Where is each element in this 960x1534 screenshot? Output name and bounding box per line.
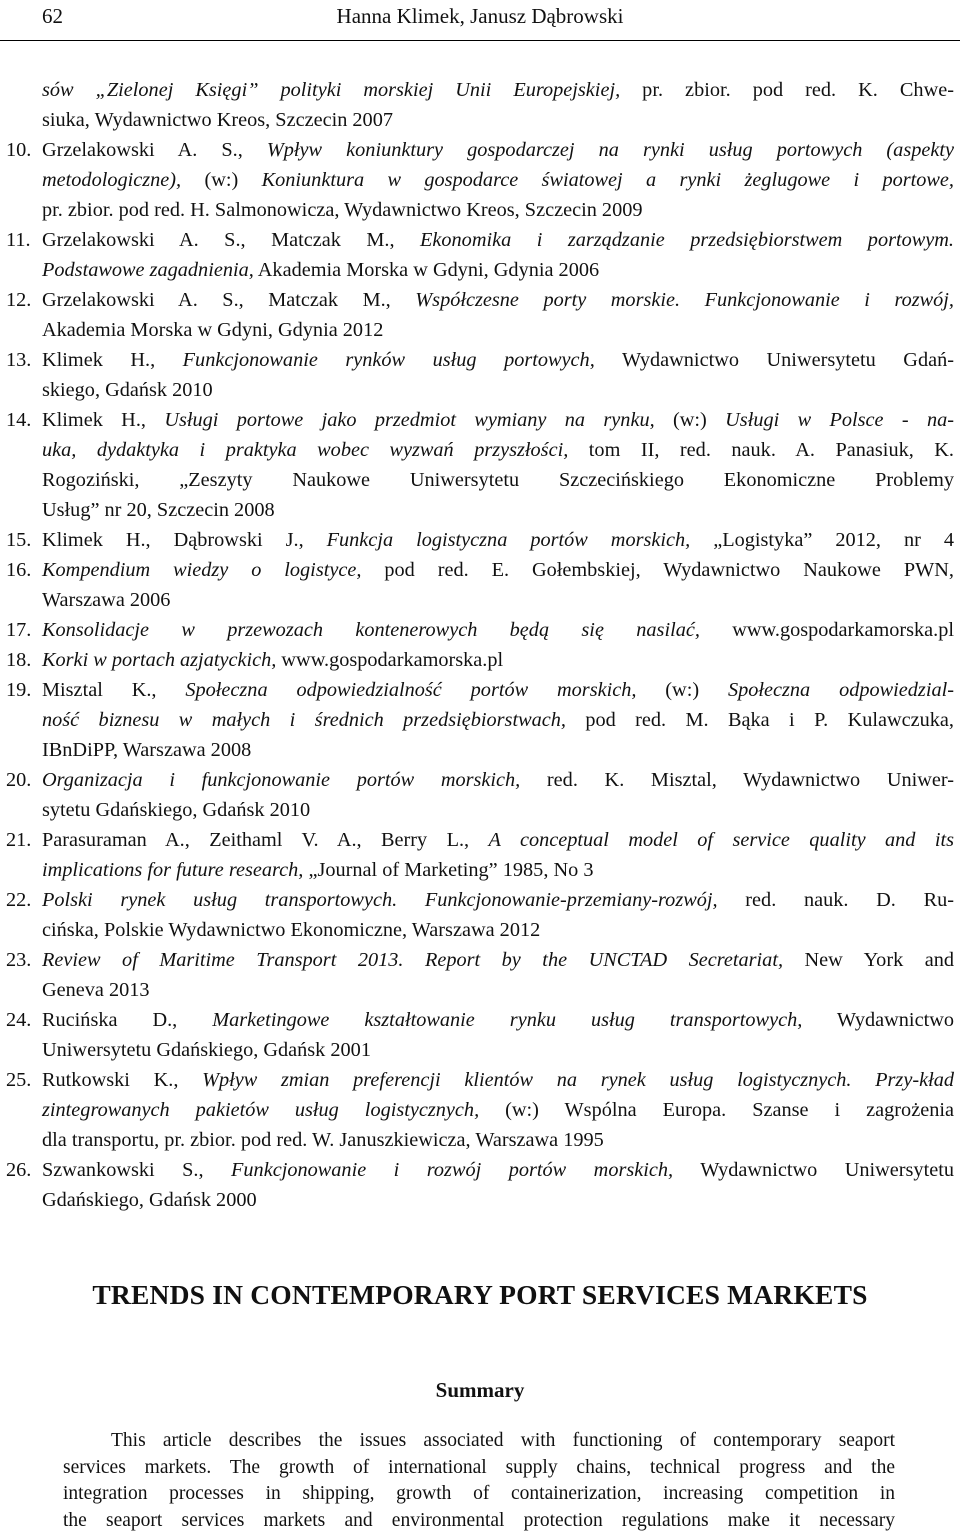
- reference-title-text: Ekonomika i zarządzanie przedsiębiorstwem portowym.: [420, 229, 954, 251]
- summary-heading: Summary: [435, 1378, 525, 1402]
- reference-title-text: Społeczna odpowiedzialność portów morskich,: [185, 679, 637, 701]
- reference-line: [42, 615, 954, 645]
- reference-title-text: Koniunktura w gospodarce światowej a rynki żeglugowe i portowe,: [261, 169, 954, 191]
- reference-line: [42, 555, 954, 585]
- reference-line: [42, 1155, 954, 1185]
- reference-line: [42, 1035, 954, 1065]
- reference-title-text: Funkcjonowanie rynków usług portowych,: [182, 349, 595, 371]
- reference-number: 13.: [6, 349, 32, 371]
- reference-text: www.gospodarkamorska.pl: [276, 649, 504, 671]
- running-head: Hanna Klimek, Janusz Dąbrowski: [336, 4, 624, 28]
- reference-text: (w:): [181, 169, 262, 191]
- reference-text: Gdańskiego, Gdańsk 2000: [42, 1189, 257, 1211]
- reference-text: Akademia Morska w Gdyni, Gdynia 2012: [42, 319, 384, 341]
- summary-line: This article describes the issues associated with functioning of contemporary seaport: [111, 1430, 895, 1451]
- reference-line: [42, 375, 954, 405]
- reference-line: [42, 1125, 954, 1155]
- reference-line: [42, 885, 954, 915]
- reference-title-text: Organizacja i funkcjonowanie portów morskich,: [42, 769, 521, 791]
- reference-title-text: Społeczna odpowiedzial-: [727, 679, 954, 701]
- reference-text: Rucińska D.,: [42, 1009, 213, 1031]
- reference-title-text: Współczesne porty morskie. Funkcjonowanie i rozwój,: [415, 289, 954, 311]
- reference-title-text: Funkcja logistyczna portów morskich,: [326, 529, 691, 551]
- reference-line: [42, 705, 954, 735]
- reference-text: tom II, red. nauk. A. Panasiuk, K.: [568, 439, 955, 461]
- reference-text: sytetu Gdańskiego, Gdańsk 2010: [42, 799, 311, 821]
- reference-number: 15.: [6, 529, 32, 551]
- reference-number: 10.: [6, 139, 32, 161]
- reference-line: [42, 645, 954, 675]
- reference-line: [42, 195, 954, 225]
- article-title: TRENDS IN CONTEMPORARY PORT SERVICES MARKETS: [92, 1279, 868, 1310]
- reference-number: 18.: [6, 649, 32, 671]
- reference-line: [42, 1185, 954, 1215]
- reference-line: [42, 795, 954, 825]
- reference-title-text: Konsolidacje w przewozach kontenerowych będą się nasilać,: [42, 619, 700, 641]
- reference-line: [42, 225, 954, 255]
- reference-text: Akademia Morska w Gdyni, Gdynia 2006: [253, 259, 600, 281]
- reference-line: [42, 1095, 954, 1125]
- reference-title-text: Wpływ zmian preferencji klientów na rynek usług logistycznych. Przy-kład: [202, 1069, 954, 1091]
- reference-text: pr. zbior. pod red. H. Salmonowicza, Wydawnictwo Kreos, Szczecin 2009: [42, 199, 643, 221]
- summary-line: services markets. The growth of international supply chains, technical progress and the: [63, 1456, 895, 1478]
- reference-title-text: Funkcjonowanie i rozwój portów morskich,: [231, 1159, 674, 1181]
- reference-text: dla transportu, pr. zbior. pod red. W. Januszkiewicza, Warszawa 1995: [42, 1129, 604, 1151]
- reference-text: red. K. Misztal, Wydawnictwo Uniwer-: [520, 769, 955, 791]
- reference-number: 26.: [6, 1159, 32, 1181]
- reference-text: pod red. E. Gołembskiej, Wydawnictwo Naukowe PWN,: [361, 559, 954, 581]
- summary-line: integration processes in shipping, growth of containerization, increasing competition in: [63, 1483, 895, 1504]
- reference-title-text: metodologiczne),: [42, 169, 182, 191]
- reference-text: Grzelakowski A. S., Matczak M.,: [42, 229, 421, 251]
- reference-text: New York and: [783, 949, 954, 971]
- page-number: 62: [42, 4, 63, 28]
- reference-line: [42, 75, 954, 105]
- reference-text: (w:): [654, 409, 726, 431]
- reference-text: (w:) Wspólna Europa. Szanse i zagrożenia: [479, 1099, 954, 1121]
- reference-text: Warszawa 2006: [42, 589, 171, 611]
- reference-title-text: Korki w portach azjatyckich,: [42, 649, 277, 671]
- reference-title-text: Usługi w Polsce - na-: [725, 409, 955, 431]
- reference-text: siuka, Wydawnictwo Kreos, Szczecin 2007: [42, 109, 393, 131]
- reference-line: [42, 105, 954, 135]
- reference-text: Rutkowski K.,: [42, 1069, 203, 1091]
- reference-text: Rogoziński, „Zeszyty Naukowe Uniwersytetu Szczecińskiego Ekonomiczne Problemy: [42, 469, 954, 491]
- reference-line: [42, 1005, 954, 1035]
- reference-title-text: Usługi portowe jako przedmiot wymiany na rynku,: [164, 409, 655, 431]
- page-header: [0, 0, 960, 41]
- reference-number: 14.: [6, 409, 32, 431]
- reference-line: [42, 255, 954, 285]
- reference-text: (w:): [636, 679, 728, 701]
- reference-line: [42, 855, 954, 885]
- reference-title-text: sów „Zielonej Księgi” polityki morskiej Unii Europejskiej,: [42, 79, 621, 101]
- reference-text: Wydawnictwo: [802, 1009, 954, 1031]
- reference-number: 20.: [6, 769, 32, 791]
- reference-text: Klimek H.,: [42, 409, 165, 431]
- reference-line: [42, 1065, 954, 1095]
- reference-number: 12.: [6, 289, 32, 311]
- reference-text: „Journal of Marketing” 1985, No 3: [303, 859, 594, 881]
- reference-title-text: Kompendium wiedzy o logistyce,: [42, 559, 362, 581]
- reference-text: Uniwersytetu Gdańskiego, Gdańsk 2001: [42, 1039, 371, 1061]
- reference-text: Parasuraman A., Zeithaml V. A., Berry L.,: [42, 829, 489, 851]
- reference-number: 24.: [6, 1009, 32, 1031]
- reference-number: 25.: [6, 1069, 32, 1091]
- reference-line: [42, 315, 954, 345]
- reference-title-text: zintegrowanych pakietów usług logistycznych,: [42, 1099, 480, 1121]
- reference-text: skiego, Gdańsk 2010: [42, 379, 213, 401]
- reference-title-text: A conceptual model of service quality and its: [488, 829, 954, 851]
- reference-title-text: Podstawowe zagadnienia,: [42, 259, 254, 281]
- reference-line: [42, 825, 954, 855]
- reference-text: Misztal K.,: [42, 679, 186, 701]
- reference-text: pod red. M. Bąka i P. Kulawczuka,: [565, 709, 954, 731]
- reference-line: [42, 945, 954, 975]
- reference-line: [42, 165, 954, 195]
- reference-line: [42, 975, 954, 1005]
- reference-number: 16.: [6, 559, 32, 581]
- reference-line: [42, 765, 954, 795]
- summary-line: the seaport services markets and environmental protection regulations make it necessary: [63, 1509, 895, 1531]
- summary-body: [63, 1428, 895, 1534]
- reference-text: cińska, Polskie Wydawnictwo Ekonomiczne, Warszawa 2012: [42, 919, 541, 941]
- reference-text: Wydawnictwo Uniwersytetu Gdań-: [594, 349, 954, 371]
- reference-title-text: ność biznesu w małych i średnich przedsiębiorstwach,: [42, 709, 566, 731]
- reference-text: Wydawnictwo Uniwersytetu: [673, 1159, 954, 1181]
- reference-text: Szwankowski S.,: [42, 1159, 232, 1181]
- reference-text: Geneva 2013: [42, 979, 150, 1001]
- reference-line: [42, 675, 954, 705]
- reference-text: Klimek H.,: [42, 349, 183, 371]
- reference-title-text: Polski rynek usług transportowych. Funkcjonowanie-przemiany-rozwój,: [42, 889, 718, 911]
- reference-title-text: uka, dydaktyka i praktyka wobec wyzwań przyszłości,: [42, 439, 569, 461]
- reference-line: [42, 435, 954, 465]
- reference-title-text: Wpływ koniunktury gospodarczej na rynki usług portowych (aspekty: [266, 139, 954, 161]
- reference-number: 11.: [6, 229, 31, 251]
- reference-line: [42, 405, 954, 435]
- reference-line: [42, 135, 954, 165]
- reference-text: www.gospodarkamorska.pl: [699, 619, 955, 641]
- reference-text: red. nauk. D. Ru-: [717, 889, 954, 911]
- reference-line: [42, 285, 954, 315]
- reference-text: „Logistyka” 2012, nr 4: [690, 529, 954, 551]
- reference-number: 21.: [6, 829, 32, 851]
- reference-title-text: implications for future research,: [42, 859, 304, 881]
- reference-line: [42, 525, 954, 555]
- reference-number: 19.: [6, 679, 32, 701]
- reference-text: IBnDiPP, Warszawa 2008: [42, 739, 252, 761]
- reference-line: [42, 915, 954, 945]
- reference-number: 22.: [6, 889, 32, 911]
- reference-title-text: Marketingowe kształtowanie rynku usług transportowych,: [212, 1009, 803, 1031]
- reference-text: pr. zbior. pod red. K. Chwe-: [620, 79, 954, 101]
- reference-title-text: Review of Maritime Transport 2013. Report by the UNCTAD Secretariat,: [42, 949, 784, 971]
- reference-number: 17.: [6, 619, 32, 641]
- reference-line: [42, 735, 954, 765]
- reference-text: Klimek H., Dąbrowski J.,: [42, 529, 327, 551]
- reference-text: Usług” nr 20, Szczecin 2008: [42, 499, 275, 521]
- reference-number: 23.: [6, 949, 32, 971]
- reference-text: Grzelakowski A. S.,: [42, 139, 267, 161]
- reference-line: [42, 345, 954, 375]
- reference-line: [42, 585, 954, 615]
- reference-line: [42, 495, 954, 525]
- reference-line: [42, 465, 954, 495]
- reference-text: Grzelakowski A. S., Matczak M.,: [42, 289, 416, 311]
